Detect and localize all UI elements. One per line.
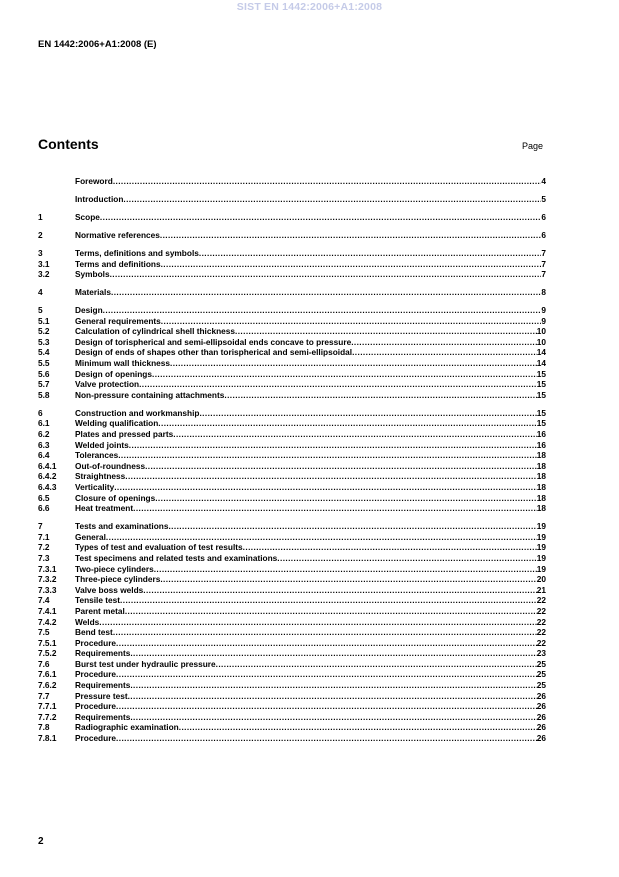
toc-entry-page: 19	[536, 542, 546, 553]
toc-entry-number: 5	[38, 305, 43, 316]
toc-entry-number: 7.4	[38, 595, 50, 606]
toc-entry-title: Valve boss welds	[75, 584, 144, 595]
toc-entry-title: Parent metal	[75, 605, 125, 616]
toc-entry-number: 7.1	[38, 531, 50, 542]
toc-entry-title: Tolerances	[75, 450, 119, 461]
toc-entry-title: Valve protection	[75, 379, 140, 390]
toc-entry[interactable]	[38, 701, 546, 712]
toc-dot-leader	[139, 379, 537, 390]
toc-entry-number: 7	[38, 521, 43, 532]
toc-entry-number: 3.2	[38, 269, 50, 280]
toc-entry[interactable]	[38, 733, 546, 744]
toc-entry-title: Tests and examinations	[75, 521, 169, 532]
toc-entry[interactable]	[38, 493, 546, 504]
toc-entry-number: 6.1	[38, 418, 50, 429]
page-column-label: Page	[522, 141, 544, 151]
toc-entry-title: Three-piece cylinders	[75, 574, 161, 585]
toc-dot-leader	[125, 606, 537, 617]
toc-entry[interactable]	[38, 379, 546, 390]
toc-entry-title: Welding qualification	[75, 418, 159, 429]
toc-entry-title: Requirements	[75, 711, 131, 722]
toc-dot-leader	[116, 669, 537, 680]
toc-entry-page: 8	[541, 287, 546, 298]
toc-entry-title: Introduction	[75, 193, 124, 204]
toc-dot-leader	[130, 712, 536, 723]
toc-entry-number: 7.5.1	[38, 637, 57, 648]
toc-entry[interactable]	[38, 627, 546, 638]
toc-dot-leader	[173, 429, 537, 440]
toc-entry-title: Minimum wall thickness	[75, 358, 170, 369]
toc-entry-title: Verticality	[75, 481, 115, 492]
toc-entry[interactable]	[38, 337, 546, 348]
toc-entry-title: Procedure	[75, 701, 117, 712]
toc-entry[interactable]	[38, 287, 546, 298]
toc-entry-page: 25	[536, 669, 546, 680]
toc-entry-page: 18	[536, 460, 546, 471]
toc-dot-leader	[111, 287, 541, 298]
toc-entry[interactable]	[38, 369, 546, 380]
toc-entry-title: Welds	[75, 616, 100, 627]
toc-entry[interactable]	[38, 194, 546, 205]
toc-entry-number: 5.5	[38, 358, 50, 369]
toc-entry-number: 6.4	[38, 450, 50, 461]
toc-entry-page: 10	[536, 326, 546, 337]
toc-entry-page: 4	[541, 176, 546, 186]
toc-entry-number: 6.4.2	[38, 471, 57, 482]
toc-entry[interactable]	[38, 595, 546, 606]
toc-entry-page: 14	[536, 347, 546, 358]
toc-entry-title: Foreword	[75, 176, 113, 186]
toc-entry-page: 15	[536, 407, 546, 418]
toc-entry-title: Calculation of cylindrical shell thickness	[75, 326, 235, 337]
toc-entry-page: 15	[536, 389, 546, 400]
toc-entry-page: 6	[541, 211, 546, 222]
toc-entry-number: 7.7	[38, 690, 50, 701]
toc-entry-title: Design	[75, 305, 103, 316]
toc-entry-page: 19	[536, 552, 546, 563]
toc-dot-leader	[103, 305, 542, 316]
toc-entry[interactable]	[38, 606, 546, 617]
toc-entry-number: 7.3.2	[38, 574, 57, 585]
toc-entry-number: 5.2	[38, 326, 50, 337]
toc-entry-page: 26	[536, 690, 546, 701]
toc-entry-page: 25	[536, 658, 546, 669]
toc-dot-leader	[120, 595, 537, 606]
toc-entry[interactable]	[38, 617, 546, 628]
toc-entry-page: 18	[536, 450, 546, 461]
toc-dot-leader	[352, 347, 537, 358]
toc-entry-page: 26	[536, 711, 546, 722]
toc-entry-number: 7.8.1	[38, 733, 57, 744]
toc-entry-page: 16	[536, 439, 546, 450]
toc-entry[interactable]	[38, 326, 546, 337]
toc-entry-title: Terms and definitions	[75, 258, 161, 269]
toc-entry-title: Scope	[75, 211, 100, 222]
toc-entry-page: 22	[536, 605, 546, 616]
toc-entry[interactable]	[38, 532, 546, 543]
toc-entry-title: Procedure	[75, 637, 117, 648]
toc-entry-page: 18	[536, 471, 546, 482]
toc-dot-leader	[277, 553, 536, 564]
toc-dot-leader	[143, 585, 537, 596]
toc-entry-page: 19	[536, 521, 546, 532]
toc-entry-title: Requirements	[75, 680, 131, 691]
toc-entry-page: 18	[536, 503, 546, 514]
toc-entry[interactable]	[38, 669, 546, 680]
toc-dot-leader	[199, 248, 542, 259]
toc-entry-title: Symbols	[75, 269, 110, 280]
toc-entry[interactable]	[38, 316, 546, 327]
toc-entry-title: General requirements	[75, 315, 161, 326]
toc-dot-leader	[199, 408, 536, 419]
toc-entry-number: 7.3.1	[38, 563, 57, 574]
toc-dot-leader	[155, 493, 537, 504]
toc-entry[interactable]	[38, 542, 546, 553]
toc-entry-page: 26	[536, 733, 546, 744]
toc-entry-title: Normative references	[75, 229, 160, 240]
toc-entry[interactable]	[38, 722, 546, 733]
toc-entry-page: 15	[536, 418, 546, 429]
toc-entry-page: 21	[536, 584, 546, 595]
toc-entry[interactable]	[38, 564, 546, 575]
toc-entry[interactable]	[38, 482, 546, 493]
table-of-contents	[38, 176, 546, 744]
toc-entry-page: 19	[536, 531, 546, 542]
toc-entry-number: 7.7.1	[38, 701, 57, 712]
page-number: 2	[38, 836, 44, 847]
toc-entry[interactable]	[38, 230, 546, 241]
toc-entry-number: 7.6.1	[38, 669, 57, 680]
toc-entry-title: Design of openings	[75, 368, 152, 379]
toc-entry-title: Construction and workmanship	[75, 407, 200, 418]
toc-entry-title: Tensile test	[75, 595, 121, 606]
toc-entry[interactable]	[38, 659, 546, 670]
toc-entry-number: 6.2	[38, 429, 50, 440]
toc-entry-page: 25	[536, 680, 546, 691]
toc-entry-page: 22	[536, 616, 546, 627]
toc-entry-number: 6.4.1	[38, 460, 57, 471]
toc-entry[interactable]	[38, 574, 546, 585]
toc-entry-number: 3	[38, 247, 43, 258]
toc-dot-leader	[158, 418, 536, 429]
toc-entry[interactable]	[38, 712, 546, 723]
toc-entry[interactable]	[38, 248, 546, 259]
toc-entry-page: 7	[541, 247, 546, 258]
toc-entry-title: Out-of-roundness	[75, 460, 146, 471]
toc-entry-title: Procedure	[75, 669, 117, 680]
toc-entry-page: 22	[536, 637, 546, 648]
toc-dot-leader	[110, 269, 542, 280]
toc-entry-title: Bend test	[75, 627, 113, 638]
watermark: SIST EN 1442:2006+A1:2008	[236, 1, 383, 13]
toc-entry-title: Radiographic examination	[75, 722, 179, 733]
toc-entry-page: 7	[541, 258, 546, 269]
toc-entry[interactable]	[38, 269, 546, 280]
toc-entry-number: 2	[38, 229, 43, 240]
toc-entry-page: 9	[541, 315, 546, 326]
toc-entry[interactable]	[38, 680, 546, 691]
toc-entry-page: 7	[541, 269, 546, 280]
toc-entry-number: 7.5	[38, 627, 50, 638]
toc-dot-leader	[125, 471, 537, 482]
toc-entry-number: 7.6	[38, 658, 50, 669]
toc-entry-number: 6.6	[38, 503, 50, 514]
toc-dot-leader	[154, 564, 537, 575]
toc-dot-leader	[160, 574, 536, 585]
toc-entry-page: 26	[536, 701, 546, 712]
toc-dot-leader	[216, 659, 537, 670]
toc-dot-leader	[168, 521, 536, 532]
toc-entry-title: Welded joints	[75, 439, 129, 450]
toc-entry-page: 23	[536, 648, 546, 659]
toc-dot-leader	[351, 337, 537, 348]
toc-entry-number: 1	[38, 211, 43, 222]
toc-entry-page: 5	[541, 193, 546, 204]
toc-entry-number: 7.3.3	[38, 584, 57, 595]
toc-dot-leader	[99, 617, 536, 628]
toc-dot-leader	[130, 680, 536, 691]
toc-entry-title: Procedure	[75, 733, 117, 744]
toc-entry-number: 7.5.2	[38, 648, 57, 659]
toc-dot-leader	[118, 450, 537, 461]
toc-entry[interactable]	[38, 358, 546, 369]
toc-entry[interactable]	[38, 521, 546, 532]
toc-entry-title: Plates and pressed parts	[75, 429, 174, 440]
toc-entry[interactable]	[38, 347, 546, 358]
toc-entry-number: 7.3	[38, 552, 50, 563]
toc-dot-leader	[116, 638, 537, 649]
toc-entry-page: 10	[536, 336, 546, 347]
toc-dot-leader	[128, 691, 537, 702]
toc-dot-leader	[235, 326, 537, 337]
toc-dot-leader	[106, 532, 537, 543]
toc-entry-number: 5.7	[38, 379, 50, 390]
toc-entry-title: Design of ends of shapes other than torispherical and semi-ellipsoidal	[75, 347, 353, 358]
toc-entry-title: Terms, definitions and symbols	[75, 247, 199, 258]
toc-entry-title: General	[75, 531, 106, 542]
toc-entry-title: Pressure test	[75, 690, 128, 701]
toc-dot-leader	[152, 369, 537, 380]
toc-dot-leader	[129, 440, 537, 451]
toc-entry[interactable]	[38, 176, 546, 187]
toc-dot-leader	[116, 701, 537, 712]
toc-entry-title: Requirements	[75, 648, 131, 659]
toc-entry-number: 7.4.1	[38, 605, 57, 616]
toc-entry-number: 5.6	[38, 368, 50, 379]
toc-entry-number: 5.4	[38, 347, 50, 358]
toc-entry-title: Types of test and evaluation of test results	[75, 542, 243, 553]
toc-entry[interactable]	[38, 553, 546, 564]
toc-dot-leader	[224, 390, 536, 401]
toc-entry-page: 15	[536, 368, 546, 379]
toc-entry[interactable]	[38, 212, 546, 223]
toc-entry[interactable]	[38, 471, 546, 482]
toc-entry-page: 22	[536, 595, 546, 606]
toc-entry-page: 9	[541, 305, 546, 316]
toc-entry[interactable]	[38, 408, 546, 419]
toc-dot-leader	[170, 358, 537, 369]
toc-dot-leader	[160, 230, 542, 241]
toc-entry-page: 6	[541, 229, 546, 240]
toc-entry-number: 5.8	[38, 389, 50, 400]
toc-entry-page: 15	[536, 379, 546, 390]
toc-entry-number: 5.1	[38, 315, 50, 326]
toc-entry-number: 4	[38, 287, 43, 298]
toc-dot-leader	[100, 212, 541, 223]
toc-entry-number: 3.1	[38, 258, 50, 269]
toc-entry[interactable]	[38, 648, 546, 659]
toc-entry-page: 18	[536, 481, 546, 492]
toc-entry-number: 6	[38, 407, 43, 418]
toc-dot-leader	[114, 482, 537, 493]
toc-entry-number: 7.6.2	[38, 680, 57, 691]
toc-entry[interactable]	[38, 418, 546, 429]
toc-entry-title: Two-piece cylinders	[75, 563, 154, 574]
toc-dot-leader	[130, 648, 536, 659]
toc-entry-title: Materials	[75, 287, 111, 298]
toc-entry[interactable]	[38, 390, 546, 401]
toc-entry-title: Design of torispherical and semi-ellipsoidal ends concave to pressure	[75, 336, 352, 347]
toc-entry-page: 18	[536, 492, 546, 503]
toc-dot-leader	[161, 259, 542, 270]
toc-entry-title: Straightness	[75, 471, 126, 482]
toc-entry-page: 22	[536, 627, 546, 638]
toc-entry[interactable]	[38, 691, 546, 702]
toc-entry[interactable]	[38, 259, 546, 270]
toc-dot-leader	[113, 627, 537, 638]
toc-dot-leader	[116, 733, 537, 744]
toc-entry-page: 16	[536, 429, 546, 440]
toc-entry[interactable]	[38, 440, 546, 451]
toc-entry-number: 7.7.2	[38, 711, 57, 722]
toc-entry-number: 5.3	[38, 336, 50, 347]
toc-dot-leader	[123, 194, 541, 205]
toc-entry-number: 6.4.3	[38, 481, 57, 492]
toc-entry[interactable]	[38, 503, 546, 514]
toc-entry-title: Non-pressure containing attachments	[75, 389, 225, 400]
toc-entry-number: 6.5	[38, 492, 50, 503]
toc-entry[interactable]	[38, 461, 546, 472]
toc-dot-leader	[243, 542, 537, 553]
toc-entry[interactable]	[38, 638, 546, 649]
toc-entry-number: 7.2	[38, 542, 50, 553]
toc-dot-leader	[145, 461, 537, 472]
document-id: EN 1442:2006+A1:2008 (E)	[38, 39, 157, 50]
toc-entry[interactable]	[38, 429, 546, 440]
toc-entry-page: 14	[536, 358, 546, 369]
toc-entry-number: 7.4.2	[38, 616, 57, 627]
toc-entry-number: 6.3	[38, 439, 50, 450]
toc-entry-title: Closure of openings	[75, 492, 156, 503]
toc-entry-title: Test specimens and related tests and examinations	[75, 552, 278, 563]
toc-entry[interactable]	[38, 450, 546, 461]
toc-entry-page: 19	[536, 563, 546, 574]
toc-dot-leader	[161, 316, 542, 327]
toc-entry-page: 20	[536, 574, 546, 585]
toc-entry-number: 7.8	[38, 722, 50, 733]
toc-entry-page: 26	[536, 722, 546, 733]
toc-entry[interactable]	[38, 305, 546, 316]
toc-entry-title: Heat treatment	[75, 503, 134, 514]
toc-dot-leader	[113, 176, 542, 187]
toc-dot-leader	[179, 722, 537, 733]
toc-entry-title: Burst test under hydraulic pressure	[75, 658, 216, 669]
toc-entry[interactable]	[38, 585, 546, 596]
contents-heading: Contents	[38, 136, 99, 152]
toc-dot-leader	[133, 503, 537, 514]
